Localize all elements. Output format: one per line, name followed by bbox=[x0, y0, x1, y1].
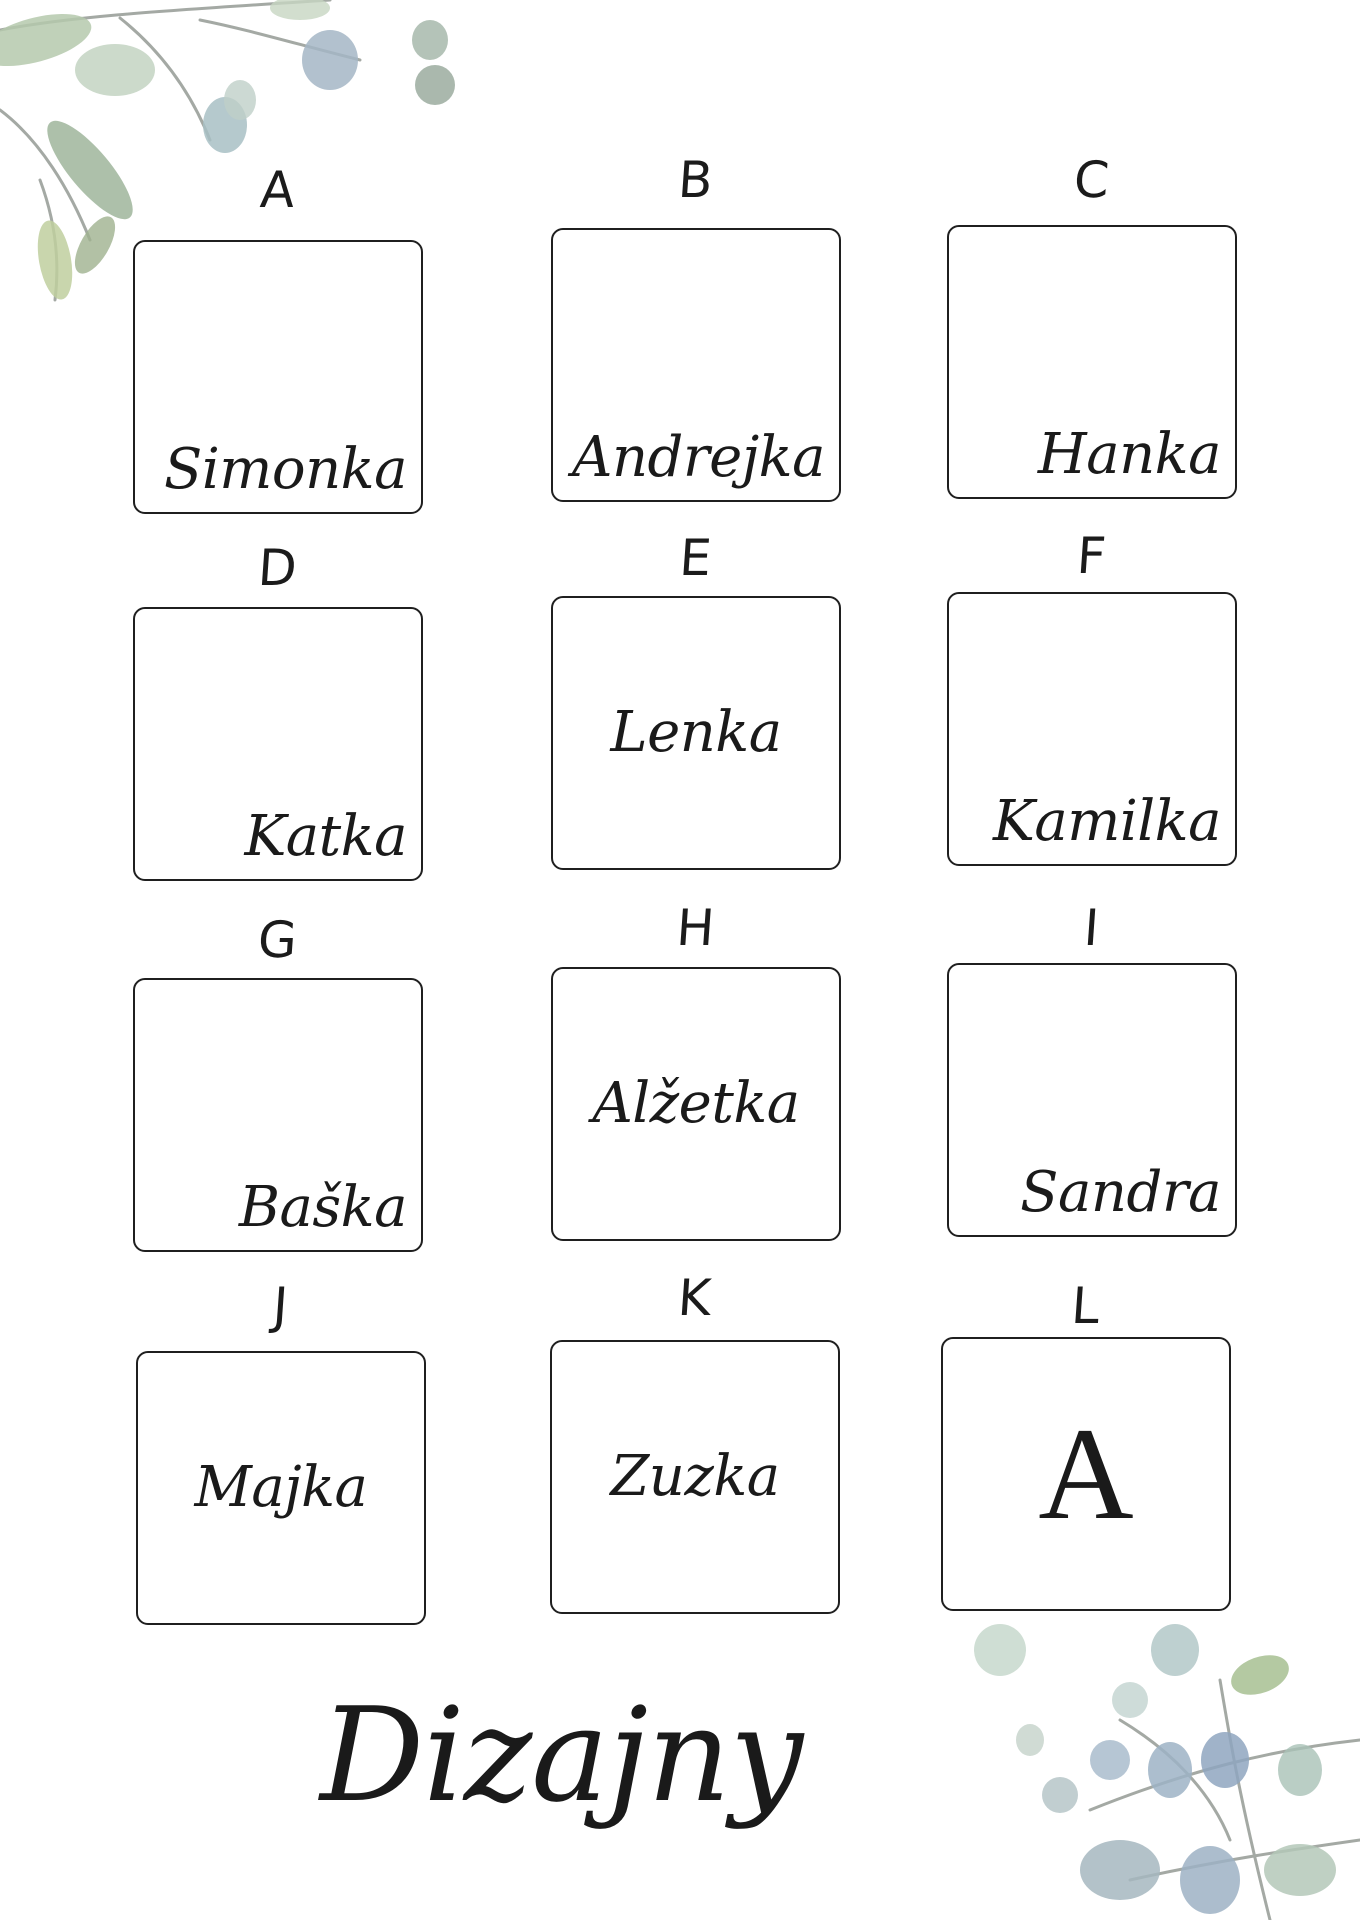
design-name: Majka bbox=[194, 1455, 368, 1520]
design-box bbox=[133, 240, 423, 514]
design-box bbox=[550, 1340, 840, 1614]
design-box bbox=[947, 592, 1237, 866]
design-letter: G bbox=[256, 911, 300, 969]
design-box bbox=[551, 596, 841, 870]
eucalyptus-leaves-bottom-right-icon bbox=[970, 1620, 1360, 1920]
design-box bbox=[133, 607, 423, 881]
design-letter: F bbox=[1075, 527, 1109, 585]
design-name: Simonka bbox=[164, 437, 407, 502]
design-name: Hanka bbox=[1037, 422, 1221, 487]
design-letter: J bbox=[271, 1277, 291, 1335]
design-box bbox=[551, 967, 841, 1241]
design-box bbox=[947, 963, 1237, 1237]
design-letter: L bbox=[1069, 1277, 1103, 1335]
design-name: Kamilka bbox=[993, 789, 1221, 854]
design-box bbox=[133, 978, 423, 1252]
design-letter: K bbox=[676, 1269, 714, 1327]
design-box bbox=[941, 1337, 1231, 1611]
design-name: Andrejka bbox=[572, 425, 825, 490]
design-box bbox=[947, 225, 1237, 499]
design-letter: A bbox=[258, 161, 298, 219]
design-name: Zuzka bbox=[610, 1444, 780, 1509]
design-box bbox=[551, 228, 841, 502]
design-name: Sandra bbox=[1020, 1160, 1221, 1225]
design-letter: H bbox=[674, 899, 718, 957]
design-letter: D bbox=[256, 539, 300, 597]
design-letter: C bbox=[1072, 151, 1112, 209]
design-box bbox=[136, 1351, 426, 1625]
design-letter: B bbox=[676, 151, 716, 209]
design-initial: A bbox=[1038, 1400, 1134, 1547]
design-letter: I bbox=[1082, 899, 1102, 957]
design-name: Lenka bbox=[610, 700, 782, 765]
page-title: Dizajny bbox=[320, 1679, 803, 1831]
design-name: Baška bbox=[238, 1175, 407, 1240]
design-name: Alžetka bbox=[592, 1071, 800, 1136]
design-name: Katka bbox=[244, 804, 407, 869]
design-letter: E bbox=[677, 529, 715, 587]
